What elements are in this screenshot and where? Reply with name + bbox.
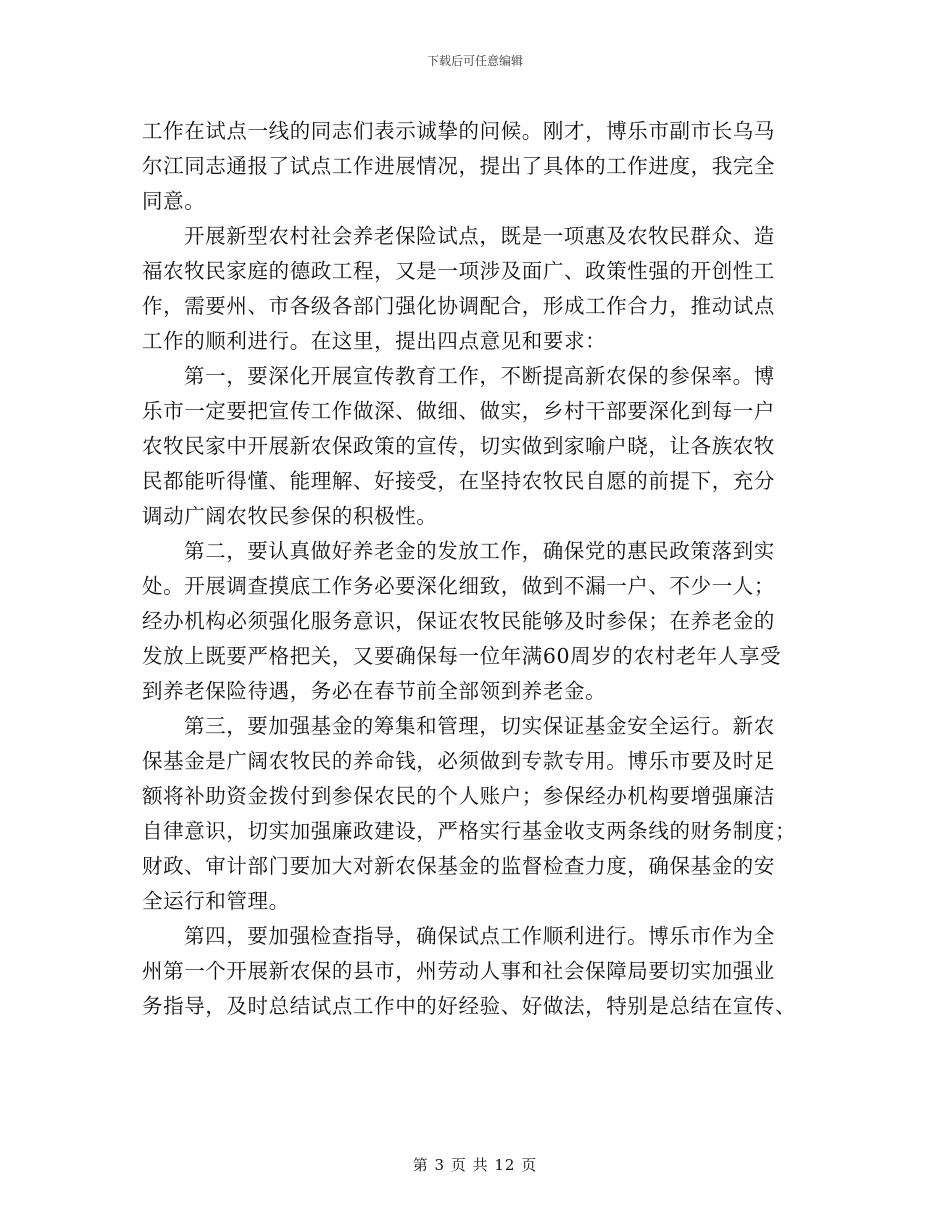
page-header: 下载后可任意编辑 bbox=[426, 54, 523, 68]
text-line: 工作在试点一线的同志们表示诚挚的问候。刚才，博乐市副市长乌马 bbox=[142, 119, 775, 143]
text-line: 尔江同志通报了试点工作进展情况，提出了具体的工作进度，我完全 bbox=[142, 154, 775, 178]
paragraph-first-line: 开展新型农村社会养老保险试点，既是一项惠及农牧民群众、造 bbox=[184, 224, 775, 248]
paragraph-first-line: 第二，要认真做好养老金的发放工作，确保党的惠民政策落到实 bbox=[184, 539, 775, 563]
text-line: 经办机构必须强化服务意识，保证农牧民能够及时参保；在养老金的 bbox=[142, 609, 775, 633]
text-line: 调动广阔农牧民参保的积极性。 bbox=[142, 504, 438, 528]
paragraph-first-line: 第三，要加强基金的筹集和管理，切实保证基金安全运行。新农 bbox=[184, 714, 775, 738]
text-line: 处。开展调查摸底工作务必要深化细致，做到不漏一户、不少一人； bbox=[142, 574, 775, 598]
paragraph-first-line: 第一，要深化开展宣传教育工作，不断提高新农保的参保率。博 bbox=[184, 364, 775, 388]
document-body bbox=[142, 114, 810, 1024]
text-line: 州第一个开展新农保的县市，州劳动人事和社会保障局要切实加强业 bbox=[142, 959, 775, 983]
text-line: 到养老保险待遇，务必在春节前全部领到养老金。 bbox=[142, 679, 607, 703]
text-line: 福农牧民家庭的德政工程，又是一项涉及面广、政策性强的开创性工 bbox=[142, 259, 775, 283]
text-line: 全运行和管理。 bbox=[142, 889, 290, 913]
text-line: 财政、审计部门要加大对新农保基金的监督检查力度，确保基金的安 bbox=[142, 854, 775, 878]
text-line: 发放上既要严格把关，又要确保每一位年满60周岁的农村老年人享受 bbox=[142, 644, 782, 668]
text-line: 额将补助资金拨付到参保农民的个人账户；参保经办机构要增强廉洁 bbox=[142, 784, 775, 808]
text-line: 务指导，及时总结试点工作中的好经验、好做法，特别是总结在宣传、 bbox=[142, 994, 797, 1018]
text-line: 同意。 bbox=[142, 189, 206, 213]
paragraph-first-line: 第四，要加强检查指导，确保试点工作顺利进行。博乐市作为全 bbox=[184, 924, 775, 948]
page-number: 第 3 页 共 12 页 bbox=[412, 1156, 538, 1174]
text-line: 作，需要州、市各级各部门强化协调配合，形成工作合力，推动试点 bbox=[142, 294, 775, 318]
text-line: 自律意识，切实加强廉政建设，严格实行基金收支两条线的财务制度； bbox=[142, 819, 797, 843]
text-line: 民都能听得懂、能理解、好接受，在坚持农牧民自愿的前提下，充分 bbox=[142, 469, 775, 493]
text-line: 农牧民家中开展新农保政策的宣传，切实做到家喻户晓，让各族农牧 bbox=[142, 434, 775, 458]
text-line: 保基金是广阔农牧民的养命钱，必须做到专款专用。博乐市要及时足 bbox=[142, 749, 775, 773]
text-line: 工作的顺利进行。在这里，提出四点意见和要求： bbox=[142, 329, 607, 353]
text-line: 乐市一定要把宣传工作做深、做细、做实，乡村干部要深化到每一户 bbox=[142, 399, 775, 423]
